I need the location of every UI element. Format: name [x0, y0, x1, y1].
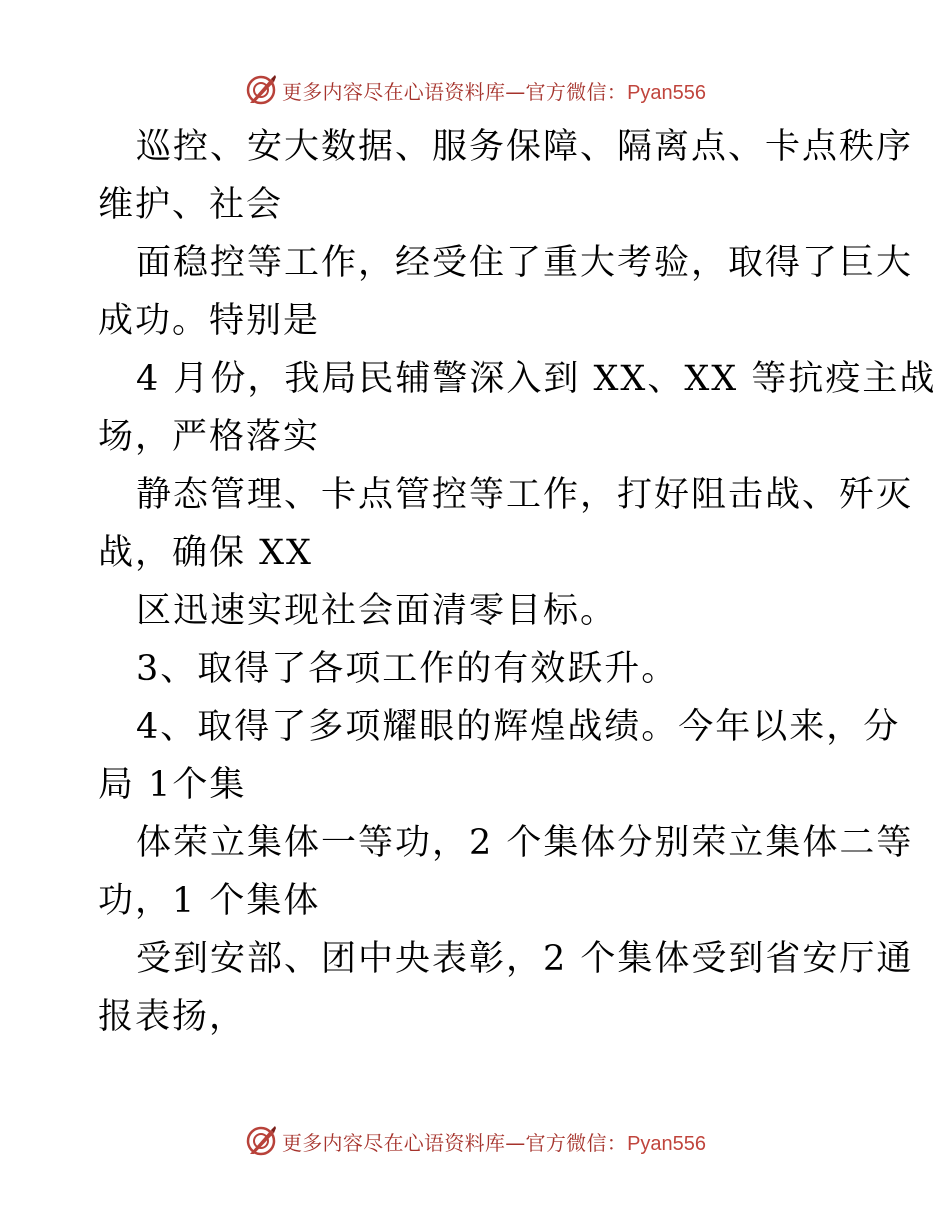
body-line: 巡控、安大数据、服务保障、隔离点、卡点秩序	[136, 127, 914, 167]
body-line: 面稳控等工作，经受住了重大考验，取得了巨大	[136, 243, 914, 283]
body-line: 维护、社会	[98, 185, 284, 225]
body-line: 场，严格落实	[98, 417, 321, 457]
footer-banner	[0, 1121, 950, 1161]
footer-banner-text	[282, 1127, 706, 1156]
header-wechat-id: Pyan556	[627, 81, 707, 104]
body-line: 战，确保 XX	[98, 533, 313, 573]
header-banner	[0, 70, 950, 110]
body-line: 成功。特别是	[98, 301, 321, 341]
body-line: 4 月份，我局民辅警深入到 XX、XX 等抗疫主战	[136, 359, 937, 399]
body-line: 4、取得了多项耀眼的辉煌战绩。今年以来，分	[136, 707, 901, 747]
quill-logo-icon	[244, 1124, 278, 1158]
body-line: 报表扬，	[98, 997, 247, 1037]
header-banner-label: 更多内容尽在心语资料库—官方微信：	[281, 79, 628, 104]
document-body	[98, 118, 937, 1046]
quill-logo-icon	[244, 73, 278, 107]
body-line: 体荣立集体一等功，2 个集体分别荣立集体二等	[136, 823, 914, 863]
body-line: 静态管理、卡点管控等工作，打好阻击战、歼灭	[136, 475, 914, 515]
body-line: 局 1个集	[98, 765, 247, 805]
body-line: 3、取得了各项工作的有效跃升。	[136, 649, 679, 689]
header-banner-text	[282, 76, 706, 105]
footer-wechat-id: Pyan556	[627, 1132, 707, 1155]
body-line: 区迅速实现社会面清零目标。	[136, 591, 618, 631]
body-line: 受到安部、团中央表彰，2 个集体受到省安厅通	[136, 939, 914, 979]
footer-banner-label: 更多内容尽在心语资料库—官方微信：	[281, 1130, 628, 1155]
body-line: 功，1 个集体	[98, 881, 321, 921]
